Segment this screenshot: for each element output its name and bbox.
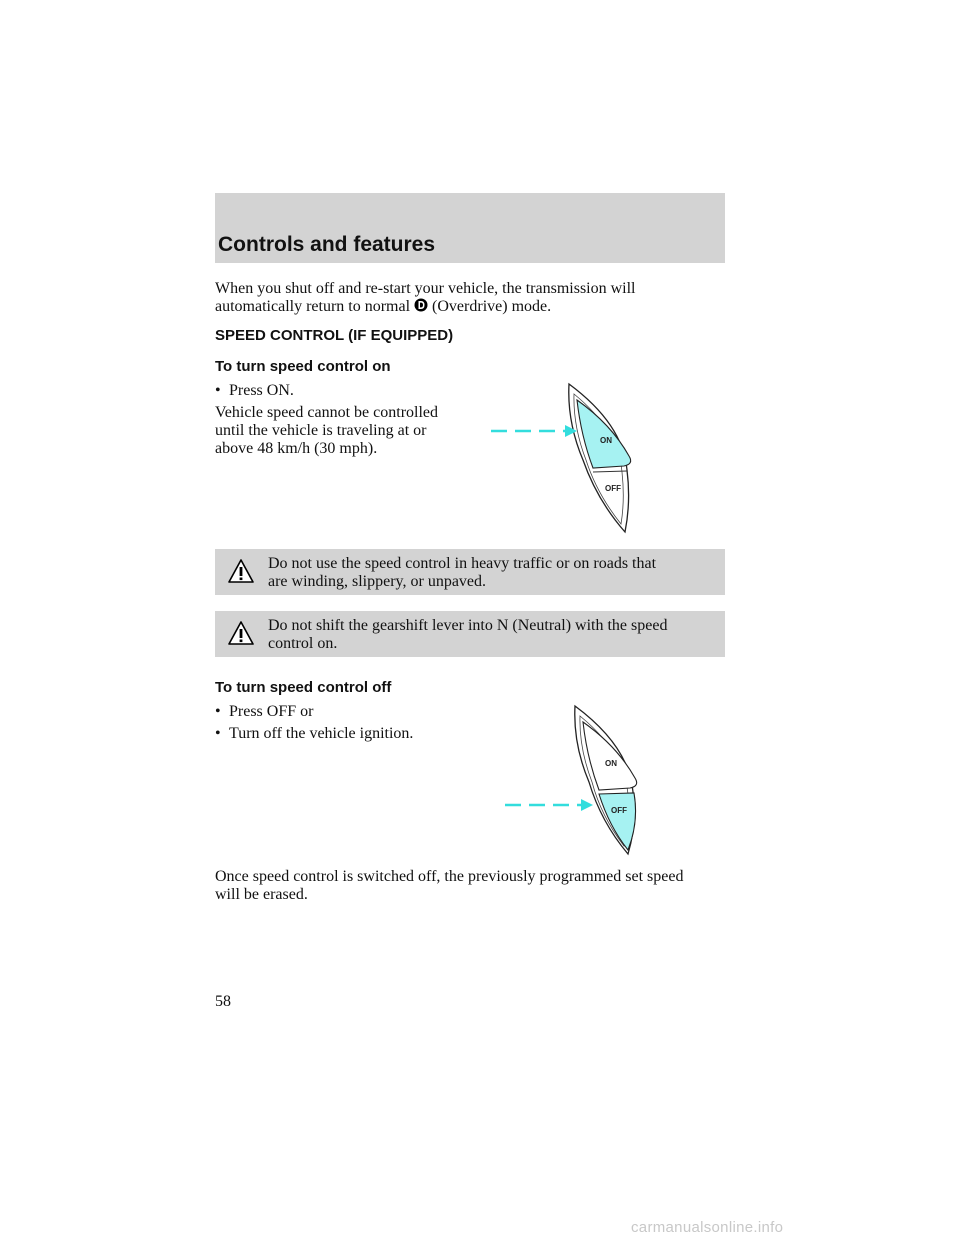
- bullet-text: Turn off the vehicle ignition.: [229, 725, 414, 742]
- closing-line-1: Once speed control is switched off, the previously programmed set speed: [215, 868, 684, 885]
- section-title: SPEED CONTROL (IF EQUIPPED): [215, 327, 454, 344]
- on-label: ON: [600, 436, 612, 445]
- warning-triangle-icon: [227, 620, 255, 646]
- page-header-title: Controls and features: [218, 233, 436, 256]
- pointer-arrow-head: [581, 799, 593, 811]
- intro-line-2-before: automatically return to normal: [215, 298, 411, 315]
- off-label: OFF: [611, 806, 627, 815]
- off-button-highlight: [599, 793, 636, 850]
- page-number: 58: [215, 993, 231, 1010]
- off-label: OFF: [605, 484, 621, 493]
- warning-1-line-2: are winding, slippery, or unpaved.: [268, 573, 487, 590]
- closing-line-2: will be erased.: [215, 886, 308, 903]
- warning-2-text: [268, 617, 713, 653]
- warning-2-line-1: Do not shift the gearshift lever into N (Neutral) with the speed: [268, 617, 668, 634]
- turn-on-note-line-1: Vehicle speed cannot be controlled: [215, 404, 439, 421]
- intro-line-2-after: (Overdrive) mode.: [432, 298, 552, 315]
- bullet-dot: •: [215, 382, 221, 399]
- header-band: [215, 193, 725, 263]
- on-label: ON: [605, 759, 617, 768]
- intro-line-1: When you shut off and re-start your vehicle, the transmission will: [215, 280, 636, 297]
- bullet-dot: •: [215, 703, 221, 720]
- bullet-text: Press ON.: [229, 382, 294, 399]
- warning-box-2: [215, 611, 725, 657]
- turn-off-bullet-1: [215, 703, 313, 721]
- bullet-text: Press OFF or: [229, 703, 314, 720]
- turn-on-heading: To turn speed control on: [215, 358, 391, 375]
- turn-on-note-line-2: until the vehicle is traveling at or: [215, 422, 427, 439]
- warning-2-line-2: control on.: [268, 635, 338, 652]
- footer-watermark: carmanualsonline.info: [631, 1219, 784, 1236]
- turn-on-note-line-3: above 48 km/h (30 mph).: [215, 440, 378, 457]
- turn-on-bullet-1: [215, 382, 294, 400]
- turn-off-heading: To turn speed control off: [215, 679, 392, 696]
- intro-line-2: [215, 298, 551, 316]
- warning-1-text: [268, 555, 713, 591]
- turn-off-bullet-2: [215, 725, 413, 743]
- speed-control-off-diagram: [495, 702, 655, 857]
- speed-control-on-diagram: [485, 380, 645, 535]
- warning-box-1: [215, 549, 725, 595]
- overdrive-icon: [414, 298, 428, 312]
- warning-triangle-icon: [227, 558, 255, 584]
- bullet-dot: •: [215, 725, 221, 742]
- warning-1-line-1: Do not use the speed control in heavy traffic or on roads that: [268, 555, 657, 572]
